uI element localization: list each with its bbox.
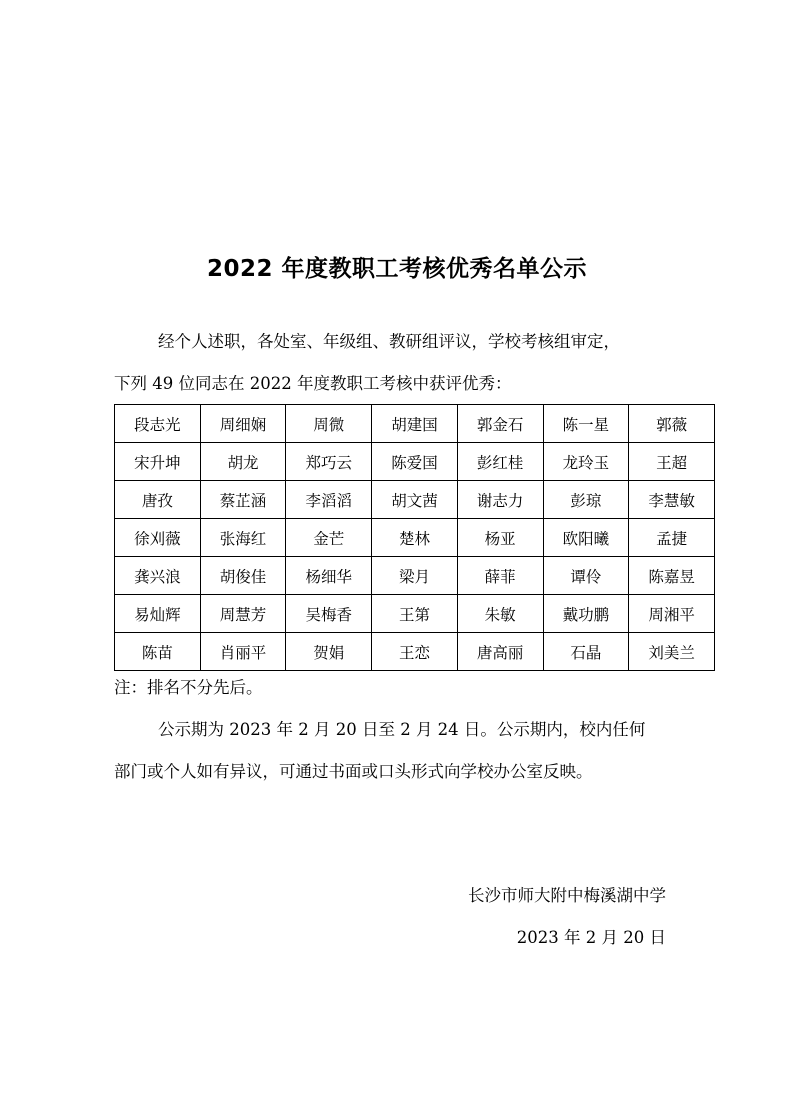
name-cell: 张海红 [200, 519, 286, 557]
name-cell: 李慧敏 [629, 481, 715, 519]
name-cell: 唐孜 [115, 481, 201, 519]
table-row [115, 633, 715, 671]
name-cell: 朱敏 [457, 595, 543, 633]
name-cell: 戴功鹏 [543, 595, 629, 633]
signature-date: 2023 年 2 月 20 日 [516, 928, 666, 947]
name-cell: 胡建国 [372, 405, 458, 443]
name-cell: 李滔滔 [286, 481, 372, 519]
name-cell: 彭琼 [543, 481, 629, 519]
name-cell: 薛菲 [457, 557, 543, 595]
name-cell: 王第 [372, 595, 458, 633]
name-cell: 金芒 [286, 519, 372, 557]
name-cell: 段志光 [115, 405, 201, 443]
name-cell: 周细娴 [200, 405, 286, 443]
name-cell: 楚林 [372, 519, 458, 557]
notice-line-1: 公示期为 2023 年 2 月 20 日至 2 月 24 日。公示期内，校内任何 [158, 720, 646, 739]
name-cell: 陈一星 [543, 405, 629, 443]
table-row [115, 405, 715, 443]
table-row [115, 595, 715, 633]
name-cell: 胡文茜 [372, 481, 458, 519]
signature-org: 长沙市师大附中梅溪湖中学 [468, 886, 666, 905]
names-table-body [115, 405, 715, 671]
name-cell: 谭伶 [543, 557, 629, 595]
table-row [115, 519, 715, 557]
name-cell: 王恋 [372, 633, 458, 671]
name-cell: 郭金石 [457, 405, 543, 443]
name-cell: 周湘平 [629, 595, 715, 633]
name-cell: 龙玲玉 [543, 443, 629, 481]
name-cell: 陈嘉昱 [629, 557, 715, 595]
table-row [115, 557, 715, 595]
name-cell: 石晶 [543, 633, 629, 671]
table-row [115, 481, 715, 519]
name-cell: 周微 [286, 405, 372, 443]
name-cell: 陈苗 [115, 633, 201, 671]
name-cell: 唐高丽 [457, 633, 543, 671]
name-cell: 孟捷 [629, 519, 715, 557]
name-cell: 谢志力 [457, 481, 543, 519]
notice-line-2: 部门或个人如有异议，可通过书面或口头形式向学校办公室反映。 [114, 762, 593, 781]
name-cell: 欧阳曦 [543, 519, 629, 557]
intro-line-2: 下列 49 位同志在 2022 年度教职工考核中获评优秀： [114, 374, 512, 393]
name-cell: 肖丽平 [200, 633, 286, 671]
intro-line-1: 经个人述职，各处室、年级组、教研组评议，学校考核组审定， [158, 332, 620, 351]
name-cell: 贺娟 [286, 633, 372, 671]
name-cell: 陈爱国 [372, 443, 458, 481]
names-table [114, 404, 715, 671]
name-cell: 刘美兰 [629, 633, 715, 671]
table-row [115, 443, 715, 481]
name-cell: 杨亚 [457, 519, 543, 557]
name-cell: 梁月 [372, 557, 458, 595]
page-title: 2022 年度教职工考核优秀名单公示 [206, 256, 588, 282]
name-cell: 徐刈薇 [115, 519, 201, 557]
name-cell: 蔡芷涵 [200, 481, 286, 519]
name-cell: 宋升坤 [115, 443, 201, 481]
name-cell: 王超 [629, 443, 715, 481]
name-cell: 胡俊佳 [200, 557, 286, 595]
name-cell: 杨细华 [286, 557, 372, 595]
name-cell: 胡龙 [200, 443, 286, 481]
name-cell: 吴梅香 [286, 595, 372, 633]
name-cell: 郑巧云 [286, 443, 372, 481]
name-cell: 周慧芳 [200, 595, 286, 633]
note: 注：排名不分先后。 [114, 678, 263, 697]
name-cell: 易灿辉 [115, 595, 201, 633]
name-cell: 龚兴浪 [115, 557, 201, 595]
name-cell: 彭红桂 [457, 443, 543, 481]
name-cell: 郭薇 [629, 405, 715, 443]
